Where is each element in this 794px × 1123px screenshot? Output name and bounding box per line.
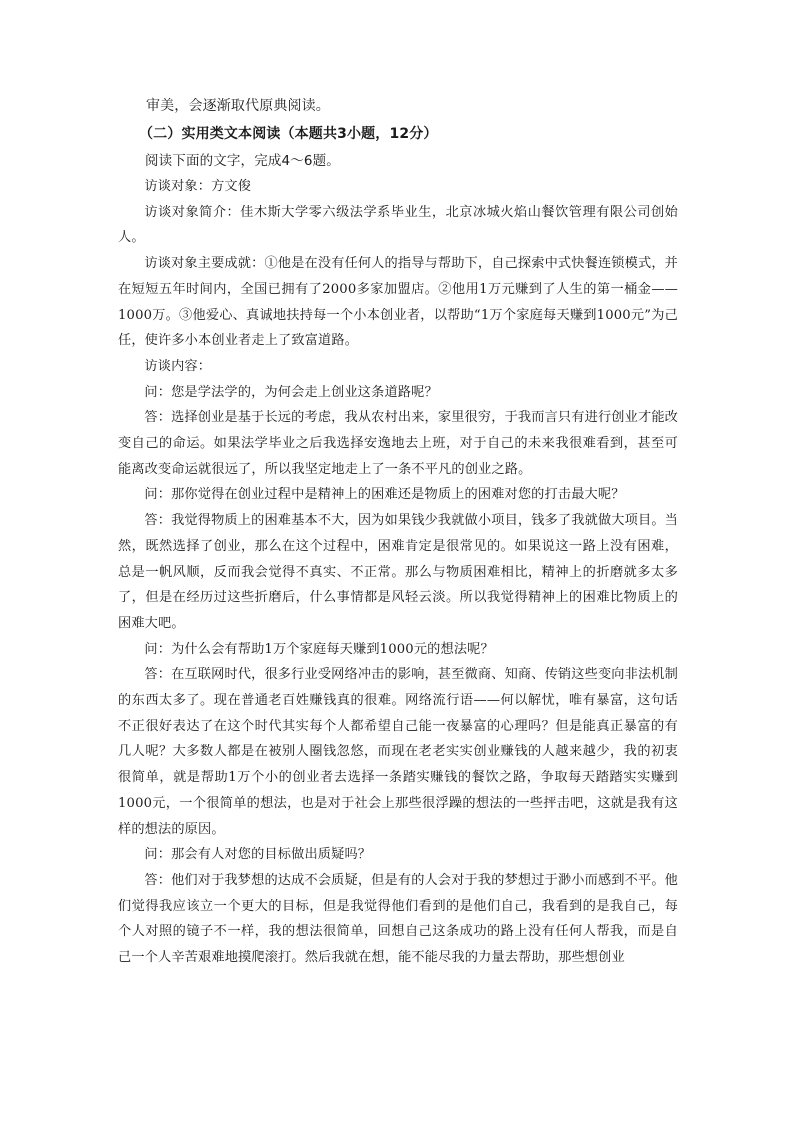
- document-body: [118, 88, 678, 971]
- interviewee-achievements: 访谈对象主要成就：①他是在没有任何人的指导与帮助下，自己探索中式快餐连锁模式，并在短短五年时间内，全国已拥有了2000多家加盟店。②他用1万元赚到了人生的第一桶金——1000万。③他爱心、真诚地扶持每一个小本创业者，以帮助“1万个家庭每天赚到1000元”为己任，使许多小本创业者走上了致富道路。: [118, 256, 678, 349]
- answer-2: 答：我觉得物质上的困难基本不大，因为如果钱少我就做小项目，钱多了我就做大项目。当然，既然选择了创业，那么在这个过程中，困难肯定是很常见的。如果说这一路上没有困难，总是一帆风顺，反而我会觉得不真实、不正常。那么与物质困难相比，精神上的折磨就多太多了，但是在经历过这些折磨后，什么事情都是风轻云淡。所以我觉得精神上的困难比物质上的困难大吧。: [118, 513, 678, 631]
- reading-instruction: 阅读下面的文字，完成4～6题。: [145, 153, 340, 169]
- interviewee-name: 访谈对象：方文俊: [144, 179, 252, 194]
- question-4: 问：那会有人对您的目标做出质疑吗？: [144, 847, 372, 863]
- paragraph-intro-tail: 审美，会逐渐取代原典阅读。: [146, 98, 330, 114]
- question-3: 问：为什么会有帮助1万个家庭每天赚到1000元的想法呢？: [144, 641, 494, 657]
- question-1: 问：您是学法学的，为何会走上创业这条道路呢？: [144, 384, 438, 400]
- interviewee-profile: 访谈对象简介：佳木斯大学零六级法学系毕业生，北京冰城火焰山餐饮管理有限公司创始人。: [118, 204, 678, 246]
- answer-1: 答：选择创业是基于长远的考虑，我从农村出来，家里很穷，于我而言只有进行创业才能改变自己的命运。如果法学毕业之后我选择安逸地去上班，对于自己的未来我很难看到，甚至可能离改变命运就很远了，所以我坚定地走上了一条不平凡的创业之路。: [118, 410, 678, 477]
- interview-content-label: 访谈内容：: [144, 358, 212, 374]
- answer-4: 答：他们对于我梦想的达成不会质疑，但是有的人会对于我的梦想过于渺小而感到不平。他们觉得我应该立一个更大的目标，但是我觉得他们看到的是他们自己，我看到的是我自己，每个人对照的镜子不一样，我的想法很简单，回想自己这条成功的路上没有任何人帮我，而是自己一个人辛苦艰难地摸爬滚打。然后我就在想，能不能尽我的力量去帮助，那些想创业: [118, 872, 678, 966]
- answer-3: 答：在互联网时代，很多行业受网络冲击的影响，甚至微商、知商、传销这些变向非法机制的东西太多了。现在普通老百姓赚钱真的很难。网络流行语——何以解忧，唯有暴富，这句话不正很好表达了在这个时代其实每个人都希望自己能一夜暴富的心理吗？但是能真正暴富的有几人呢？大多数人都是在被别人圈钱忽悠，而现在老老实实创业赚钱的人越来越少，我的初衷很简单，就是帮助1万个小的创业者去选择一条踏实赚钱的餐饮之路，争取每天踏踏实实赚到1000元，一个很简单的想法，也是对于社会上那些很浮躁的想法的一些抨击吧，这就是我有这样的想法的原因。: [118, 667, 678, 837]
- question-2: 问：那你觉得在创业过程中是精神上的困难还是物质上的困难对您的打击最大呢？: [144, 487, 625, 503]
- section-heading: （二）实用类文本阅读（本题共3小题，12分）: [139, 126, 438, 142]
